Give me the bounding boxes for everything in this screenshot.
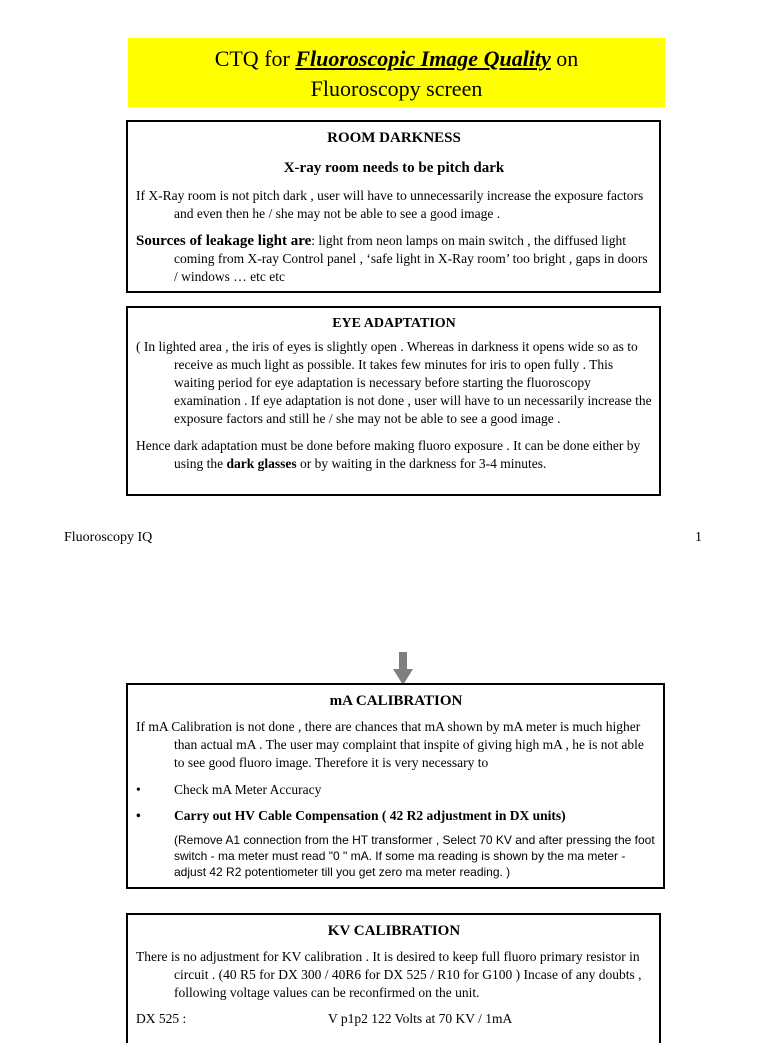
title-line2: Fluoroscopy screen [310,76,483,101]
bullet-item [136,807,656,825]
sources-text: : light from neon lamps on main switch , the diffused light coming from X-ray Control panel , ‘safe light in X-Ray room’ too bright , gaps in doors / windows … etc etc [174,233,648,284]
eye-adaptation-box [126,306,661,496]
ma-calibration-heading: mA CALIBRATION [329,693,463,709]
footer-title: Fluoroscopy IQ [64,530,153,545]
page-number: 1 [695,530,702,545]
eye-adaptation-para: ( In lighted area , the iris of eyes is slightly open . Whereas in darkness it opens wide so as to receive as much light as possible. It takes few minutes for iris to open fully . This waiting period for eye adaptation is necessary before starting the fluoroscopy examination . If eye adaptation is not done , user will have to un necessarily increase the exposure factors and still he / she may not be able to see a good image . [136,339,652,426]
room-darkness-subheading: X-ray room needs to be pitch dark [283,160,505,176]
room-darkness-heading: ROOM DARKNESS [327,130,461,146]
ma-calibration-box [126,683,665,889]
hv-cable-note: (Remove A1 connection from the HT transformer , Select 70 KV and after pressing the foot switch - ma meter must read "0 " mA. If some ma reading is shown by the ma meter - adjust 42 R2 potentiometer till you get zero ma meter reading. ) [174,833,655,879]
bullet-item [136,781,656,799]
dx525-value: V p1p2 122 Volts at 70 KV / 1mA [328,1011,513,1026]
title-suffix: on [550,46,579,71]
bullet-icon: • [136,808,141,823]
room-darkness-box [126,120,661,293]
kv-calibration-para: There is no adjustment for KV calibration . It is desired to keep full fluoro primary resistor in circuit . (40 R5 for DX 300 / 40R6 for DX 525 / R10 for G100 ) Incase of any doubts , following voltage values can be reconfirmed on the unit. [136,949,642,1000]
bullet-icon: • [136,782,141,797]
dark-glasses-text: dark glasses [226,456,297,471]
sources-label: Sources of leakage light are [136,233,312,249]
down-arrow-icon [393,652,413,685]
bullet-text: Carry out HV Cable Compensation ( 42 R2 adjustment in DX units) [174,808,566,823]
ma-calibration-para: If mA Calibration is not done , there are chances that mA shown by mA meter is much higher than actual mA . The user may complaint that inspite of giving high mA , he is not able to see good fluoro image. Therefore it is very necessary to [136,719,644,770]
dark-adaptation-text-end: or by waiting in the darkness for 3-4 minutes. [296,456,547,471]
title-prefix: CTQ for [214,46,296,71]
dark-adaptation-text: Hence dark adaptation must be done before making fluoro exposure . It can be done either by using the [136,438,641,471]
dx525-row [136,1010,652,1028]
sources-paragraph [136,232,652,286]
kv-calibration-heading: KV CALIBRATION [327,923,461,939]
room-darkness-para: If X-Ray room is not pitch dark , user will have to unnecessarily increase the exposure factors and even then he / she may not be able to see a good image . [136,188,644,221]
dx525-label: DX 525 : [136,1011,187,1026]
title-emphasis: Fluoroscopic Image Quality [295,46,551,71]
bullet-text: Check mA Meter Accuracy [174,782,322,797]
page-title [128,38,665,107]
dark-adaptation-para [136,437,652,473]
eye-adaptation-heading: EYE ADAPTATION [332,316,456,331]
